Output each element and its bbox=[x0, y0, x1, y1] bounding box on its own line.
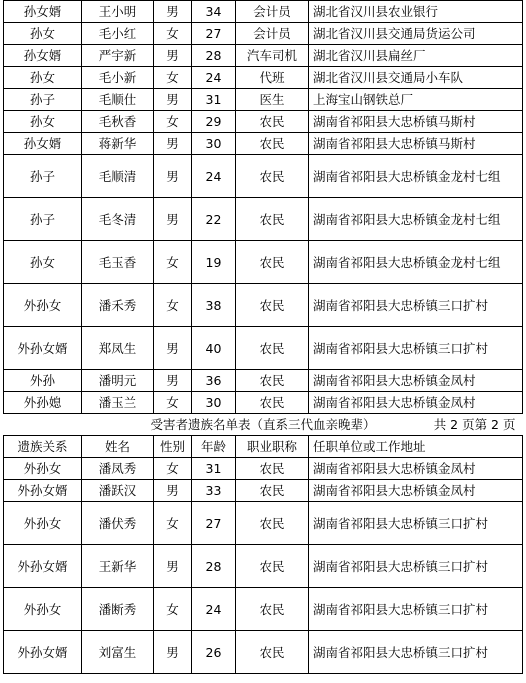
cell-job: 农民 bbox=[236, 392, 309, 414]
cell-age: 24 bbox=[192, 155, 236, 198]
cell-sex: 男 bbox=[154, 480, 192, 502]
cell-age: 27 bbox=[192, 502, 236, 545]
cell-name: 毛玉香 bbox=[82, 241, 154, 284]
cell-name: 郑凤生 bbox=[82, 327, 154, 370]
cell-name: 王新华 bbox=[82, 545, 154, 588]
cell-relation: 孙子 bbox=[4, 89, 82, 111]
cell-age: 30 bbox=[192, 392, 236, 414]
cell-age: 31 bbox=[192, 458, 236, 480]
page-indicator: 共 2 页第 2 页 bbox=[433, 417, 516, 432]
cell-job: 代班 bbox=[236, 67, 309, 89]
table-row bbox=[4, 111, 523, 133]
cell-address: 湖北省汉川县交通局货运公司 bbox=[309, 23, 523, 45]
relatives-sheet bbox=[3, 0, 522, 674]
cell-address: 湖南省祁阳县大忠桥镇三口扩村 bbox=[309, 284, 523, 327]
cell-relation: 外孙女婿 bbox=[4, 327, 82, 370]
cell-relation: 外孙女婿 bbox=[4, 631, 82, 674]
cell-name: 毛小红 bbox=[82, 23, 154, 45]
cell-relation: 外孙女 bbox=[4, 502, 82, 545]
table-row bbox=[4, 327, 523, 370]
cell-job: 农民 bbox=[236, 198, 309, 241]
header-address: 任职单位或工作地址 bbox=[309, 436, 523, 458]
cell-relation: 外孙女婿 bbox=[4, 545, 82, 588]
cell-sex: 女 bbox=[154, 284, 192, 327]
cell-relation: 外孙女 bbox=[4, 588, 82, 631]
cell-address: 湖南省祁阳县大忠桥镇金凤村 bbox=[309, 392, 523, 414]
cell-sex: 男 bbox=[154, 155, 192, 198]
cell-job: 农民 bbox=[236, 241, 309, 284]
cell-address: 湖南省祁阳县大忠桥镇三口扩村 bbox=[309, 502, 523, 545]
cell-sex: 男 bbox=[154, 545, 192, 588]
cell-address: 湖南省祁阳县大忠桥镇金凤村 bbox=[309, 370, 523, 392]
cell-job: 农民 bbox=[236, 327, 309, 370]
table-row bbox=[4, 284, 523, 327]
title-row bbox=[4, 414, 523, 436]
cell-relation: 孙子 bbox=[4, 198, 82, 241]
cell-address: 湖南省祁阳县大忠桥镇马斯村 bbox=[309, 133, 523, 155]
table-row bbox=[4, 133, 523, 155]
cell-age: 40 bbox=[192, 327, 236, 370]
cell-sex: 女 bbox=[154, 588, 192, 631]
table-row bbox=[4, 1, 523, 23]
cell-sex: 女 bbox=[154, 392, 192, 414]
cell-job: 农民 bbox=[236, 502, 309, 545]
table-row bbox=[4, 155, 523, 198]
cell-age: 38 bbox=[192, 284, 236, 327]
cell-address: 湖南省祁阳县大忠桥镇金凤村 bbox=[309, 458, 523, 480]
cell-age: 19 bbox=[192, 241, 236, 284]
cell-name: 严宇新 bbox=[82, 45, 154, 67]
header-relation: 遗族关系 bbox=[4, 436, 82, 458]
cell-sex: 男 bbox=[154, 89, 192, 111]
cell-name: 毛冬清 bbox=[82, 198, 154, 241]
cell-age: 34 bbox=[192, 1, 236, 23]
cell-age: 27 bbox=[192, 23, 236, 45]
header-row bbox=[4, 436, 523, 458]
table-row bbox=[4, 392, 523, 414]
cell-address: 湖南省祁阳县大忠桥镇金龙村七组 bbox=[309, 155, 523, 198]
cell-job: 农民 bbox=[236, 133, 309, 155]
cell-job: 农民 bbox=[236, 155, 309, 198]
header-name: 姓名 bbox=[82, 436, 154, 458]
cell-name: 蒋新华 bbox=[82, 133, 154, 155]
cell-sex: 男 bbox=[154, 133, 192, 155]
cell-age: 30 bbox=[192, 133, 236, 155]
table-row bbox=[4, 458, 523, 480]
cell-name: 潘明元 bbox=[82, 370, 154, 392]
relatives-table bbox=[3, 0, 523, 674]
cell-age: 24 bbox=[192, 588, 236, 631]
cell-relation: 外孙女 bbox=[4, 458, 82, 480]
cell-name: 刘富生 bbox=[82, 631, 154, 674]
cell-job: 农民 bbox=[236, 284, 309, 327]
cell-job: 会计员 bbox=[236, 23, 309, 45]
cell-age: 26 bbox=[192, 631, 236, 674]
cell-sex: 女 bbox=[154, 458, 192, 480]
table-bottom-section bbox=[4, 458, 523, 674]
cell-job: 农民 bbox=[236, 480, 309, 502]
table-row bbox=[4, 45, 523, 67]
cell-age: 24 bbox=[192, 67, 236, 89]
cell-job: 医生 bbox=[236, 89, 309, 111]
cell-sex: 男 bbox=[154, 327, 192, 370]
cell-age: 31 bbox=[192, 89, 236, 111]
cell-address: 湖南省祁阳县大忠桥镇三口扩村 bbox=[309, 545, 523, 588]
cell-address: 上海宝山钢铁总厂 bbox=[309, 89, 523, 111]
cell-sex: 女 bbox=[154, 502, 192, 545]
cell-relation: 外孙媳 bbox=[4, 392, 82, 414]
cell-address: 湖南省祁阳县大忠桥镇金凤村 bbox=[309, 480, 523, 502]
cell-job: 农民 bbox=[236, 631, 309, 674]
cell-sex: 男 bbox=[154, 1, 192, 23]
cell-name: 潘跃汉 bbox=[82, 480, 154, 502]
table-row bbox=[4, 23, 523, 45]
table-row bbox=[4, 241, 523, 284]
cell-address: 湖南省祁阳县大忠桥镇三口扩村 bbox=[309, 631, 523, 674]
table-row bbox=[4, 588, 523, 631]
cell-address: 湖南省祁阳县大忠桥镇三口扩村 bbox=[309, 588, 523, 631]
cell-relation: 孙子 bbox=[4, 155, 82, 198]
cell-address: 湖南省祁阳县大忠桥镇马斯村 bbox=[309, 111, 523, 133]
cell-relation: 孙女婿 bbox=[4, 45, 82, 67]
header-sex: 性别 bbox=[154, 436, 192, 458]
cell-relation: 孙女 bbox=[4, 111, 82, 133]
cell-sex: 女 bbox=[154, 111, 192, 133]
cell-address: 湖南省祁阳县大忠桥镇三口扩村 bbox=[309, 327, 523, 370]
cell-job: 农民 bbox=[236, 370, 309, 392]
cell-name: 毛小新 bbox=[82, 67, 154, 89]
cell-name: 潘凤秀 bbox=[82, 458, 154, 480]
cell-name: 毛秋香 bbox=[82, 111, 154, 133]
cell-sex: 男 bbox=[154, 45, 192, 67]
cell-job: 农民 bbox=[236, 588, 309, 631]
cell-address: 湖南省祁阳县大忠桥镇金龙村七组 bbox=[309, 198, 523, 241]
cell-relation: 外孙 bbox=[4, 370, 82, 392]
cell-relation: 孙女 bbox=[4, 241, 82, 284]
cell-age: 22 bbox=[192, 198, 236, 241]
cell-name: 潘伏秀 bbox=[82, 502, 154, 545]
cell-address: 湖北省汉川县农业银行 bbox=[309, 1, 523, 23]
cell-address: 湖北省汉川县交通局小车队 bbox=[309, 67, 523, 89]
table-row bbox=[4, 545, 523, 588]
cell-age: 33 bbox=[192, 480, 236, 502]
cell-sex: 男 bbox=[154, 198, 192, 241]
cell-name: 潘玉兰 bbox=[82, 392, 154, 414]
table-row bbox=[4, 480, 523, 502]
table-row bbox=[4, 631, 523, 674]
table-top-section bbox=[4, 1, 523, 414]
cell-age: 29 bbox=[192, 111, 236, 133]
cell-sex: 女 bbox=[154, 241, 192, 284]
cell-relation: 孙女婿 bbox=[4, 133, 82, 155]
table-row bbox=[4, 198, 523, 241]
cell-sex: 男 bbox=[154, 631, 192, 674]
header-job: 职业职称 bbox=[236, 436, 309, 458]
cell-job: 农民 bbox=[236, 545, 309, 588]
cell-relation: 外孙女 bbox=[4, 284, 82, 327]
cell-age: 28 bbox=[192, 545, 236, 588]
cell-sex: 女 bbox=[154, 67, 192, 89]
cell-job: 农民 bbox=[236, 458, 309, 480]
cell-age: 36 bbox=[192, 370, 236, 392]
cell-sex: 女 bbox=[154, 23, 192, 45]
cell-job: 汽车司机 bbox=[236, 45, 309, 67]
cell-address: 湖北省汉川县扁丝厂 bbox=[309, 45, 523, 67]
cell-relation: 孙女婿 bbox=[4, 1, 82, 23]
cell-name: 潘断秀 bbox=[82, 588, 154, 631]
table-row bbox=[4, 89, 523, 111]
cell-name: 王小明 bbox=[82, 1, 154, 23]
table-title-section bbox=[4, 414, 523, 458]
table-row bbox=[4, 502, 523, 545]
table-title: 受害者遗族名单表（直系三代血亲晚辈） bbox=[150, 417, 376, 432]
cell-sex: 男 bbox=[154, 370, 192, 392]
cell-name: 毛顺清 bbox=[82, 155, 154, 198]
header-age: 年龄 bbox=[192, 436, 236, 458]
cell-relation: 外孙女婿 bbox=[4, 480, 82, 502]
cell-job: 会计员 bbox=[236, 1, 309, 23]
cell-relation: 孙女 bbox=[4, 23, 82, 45]
cell-name: 毛顺仕 bbox=[82, 89, 154, 111]
table-row bbox=[4, 370, 523, 392]
cell-name: 潘禾秀 bbox=[82, 284, 154, 327]
cell-relation: 孙女 bbox=[4, 67, 82, 89]
cell-address: 湖南省祁阳县大忠桥镇金龙村七组 bbox=[309, 241, 523, 284]
table-row bbox=[4, 67, 523, 89]
cell-job: 农民 bbox=[236, 111, 309, 133]
cell-age: 28 bbox=[192, 45, 236, 67]
